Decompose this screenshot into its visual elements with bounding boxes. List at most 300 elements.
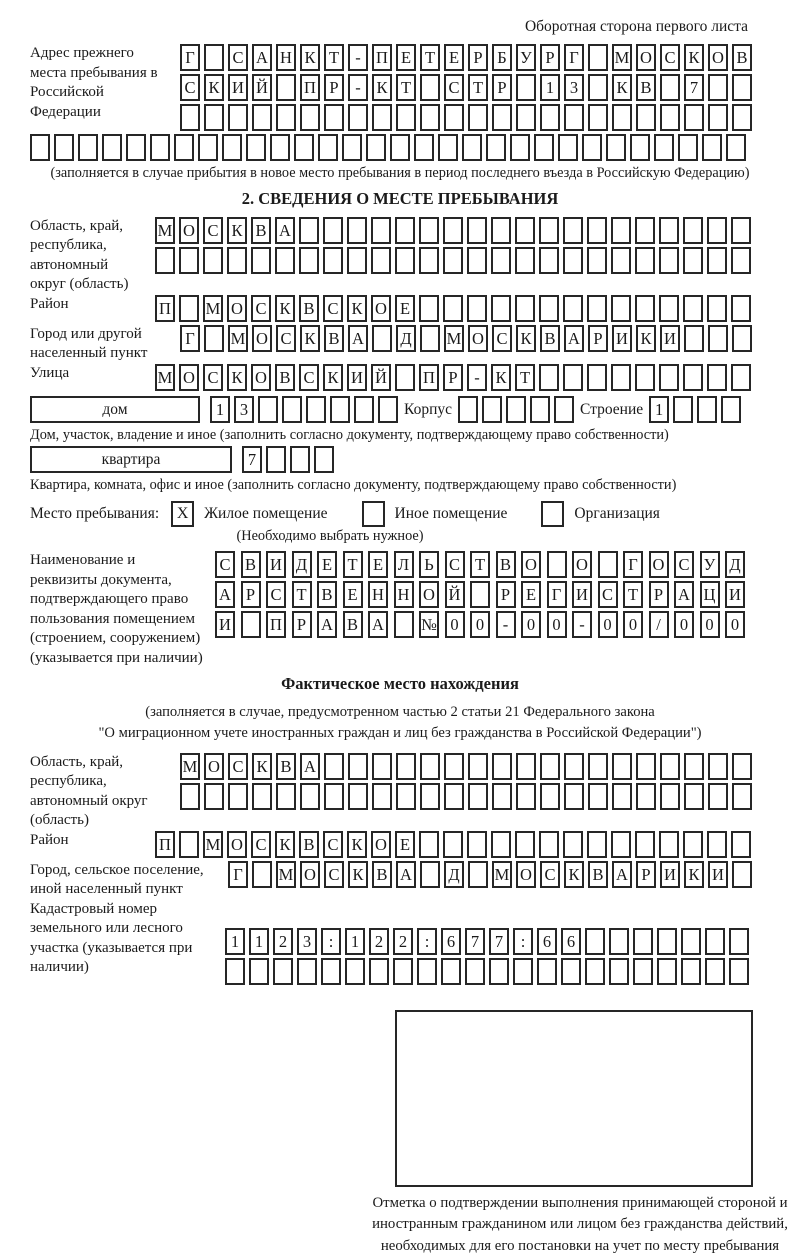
char-box[interactable]: Т (515, 364, 535, 391)
char-box[interactable]: И (572, 581, 592, 608)
char-box[interactable]: С (266, 581, 286, 608)
char-box[interactable] (588, 753, 608, 780)
char-box[interactable] (588, 44, 608, 71)
char-box[interactable]: Н (368, 581, 388, 608)
char-box[interactable] (249, 958, 269, 985)
char-box[interactable] (684, 753, 704, 780)
char-box[interactable]: И (612, 325, 632, 352)
char-box[interactable]: Е (343, 581, 363, 608)
char-box[interactable] (660, 104, 680, 131)
char-box[interactable]: М (228, 325, 248, 352)
char-box[interactable] (369, 958, 389, 985)
char-box[interactable]: И (228, 74, 248, 101)
char-box[interactable]: / (649, 611, 669, 638)
char-box[interactable]: С (492, 325, 512, 352)
char-box[interactable] (678, 134, 698, 161)
char-box[interactable] (366, 134, 386, 161)
char-box[interactable]: О (179, 364, 199, 391)
char-box[interactable] (707, 217, 727, 244)
char-box[interactable]: В (372, 861, 392, 888)
char-box[interactable]: О (204, 753, 224, 780)
char-box[interactable] (342, 134, 362, 161)
char-box[interactable] (587, 831, 607, 858)
char-box[interactable] (345, 958, 365, 985)
char-box[interactable]: 6 (441, 928, 461, 955)
char-box[interactable] (547, 551, 567, 578)
char-box[interactable] (330, 396, 350, 423)
char-box[interactable]: Р (492, 74, 512, 101)
char-box[interactable]: 1 (649, 396, 669, 423)
char-box[interactable]: В (343, 611, 363, 638)
stay-checkbox-residential[interactable]: X (171, 501, 194, 527)
char-box[interactable] (611, 364, 631, 391)
char-box[interactable] (258, 396, 278, 423)
char-box[interactable] (516, 104, 536, 131)
char-box[interactable] (539, 831, 559, 858)
char-box[interactable] (294, 134, 314, 161)
char-box[interactable]: К (347, 295, 367, 322)
char-box[interactable] (266, 446, 286, 473)
char-box[interactable]: Д (396, 325, 416, 352)
char-box[interactable] (318, 134, 338, 161)
char-box[interactable] (417, 958, 437, 985)
char-box[interactable] (510, 134, 530, 161)
char-box[interactable] (396, 783, 416, 810)
char-box[interactable] (707, 831, 727, 858)
char-box[interactable]: О (636, 44, 656, 71)
char-box[interactable] (683, 295, 703, 322)
char-box[interactable] (537, 958, 557, 985)
char-box[interactable]: - (467, 364, 487, 391)
char-box[interactable]: О (252, 325, 272, 352)
char-box[interactable] (659, 831, 679, 858)
char-box[interactable] (611, 217, 631, 244)
char-box[interactable] (438, 134, 458, 161)
char-box[interactable] (203, 247, 223, 274)
char-box[interactable] (561, 958, 581, 985)
char-box[interactable]: И (725, 581, 745, 608)
char-box[interactable] (635, 364, 655, 391)
char-box[interactable] (611, 247, 631, 274)
char-box[interactable] (270, 134, 290, 161)
char-box[interactable]: Д (292, 551, 312, 578)
char-box[interactable]: Т (396, 74, 416, 101)
char-box[interactable] (420, 783, 440, 810)
char-box[interactable] (251, 247, 271, 274)
char-box[interactable] (468, 753, 488, 780)
char-box[interactable]: С (299, 364, 319, 391)
char-box[interactable] (659, 247, 679, 274)
char-box[interactable] (204, 44, 224, 71)
char-box[interactable]: И (660, 861, 680, 888)
char-box[interactable] (491, 247, 511, 274)
char-box[interactable]: С (203, 364, 223, 391)
char-box[interactable] (482, 396, 502, 423)
char-box[interactable] (491, 295, 511, 322)
char-box[interactable]: 3 (234, 396, 254, 423)
char-box[interactable]: С (228, 753, 248, 780)
char-box[interactable]: О (419, 581, 439, 608)
char-box[interactable] (539, 295, 559, 322)
char-box[interactable]: К (204, 74, 224, 101)
char-box[interactable]: В (299, 831, 319, 858)
char-box[interactable] (468, 104, 488, 131)
char-box[interactable] (513, 958, 533, 985)
char-box[interactable] (684, 325, 704, 352)
char-box[interactable] (587, 247, 607, 274)
char-box[interactable]: Р (540, 44, 560, 71)
char-box[interactable]: С (228, 44, 248, 71)
char-box[interactable] (420, 753, 440, 780)
char-box[interactable]: В (275, 364, 295, 391)
char-box[interactable]: 1 (345, 928, 365, 955)
char-box[interactable] (563, 247, 583, 274)
char-box[interactable]: М (492, 861, 512, 888)
char-box[interactable]: Р (636, 861, 656, 888)
char-box[interactable] (30, 134, 50, 161)
char-box[interactable] (204, 783, 224, 810)
char-box[interactable] (515, 217, 535, 244)
char-box[interactable] (659, 364, 679, 391)
char-box[interactable] (306, 396, 326, 423)
char-box[interactable]: Р (241, 581, 261, 608)
char-box[interactable] (708, 783, 728, 810)
char-box[interactable] (731, 247, 751, 274)
char-box[interactable]: К (347, 831, 367, 858)
char-box[interactable]: Е (521, 581, 541, 608)
char-box[interactable] (198, 134, 218, 161)
char-box[interactable]: 0 (445, 611, 465, 638)
char-box[interactable]: Т (292, 581, 312, 608)
char-box[interactable]: О (708, 44, 728, 71)
char-box[interactable] (660, 74, 680, 101)
char-box[interactable] (227, 247, 247, 274)
char-box[interactable] (563, 831, 583, 858)
char-box[interactable]: Й (252, 74, 272, 101)
char-box[interactable] (673, 396, 693, 423)
char-box[interactable] (314, 446, 334, 473)
char-box[interactable] (492, 783, 512, 810)
char-box[interactable]: С (215, 551, 235, 578)
char-box[interactable] (468, 861, 488, 888)
char-box[interactable]: 1 (225, 928, 245, 955)
char-box[interactable]: С (323, 295, 343, 322)
char-box[interactable] (587, 364, 607, 391)
char-box[interactable] (609, 928, 629, 955)
char-box[interactable] (252, 783, 272, 810)
char-box[interactable]: О (468, 325, 488, 352)
char-box[interactable]: Н (394, 581, 414, 608)
char-box[interactable]: 0 (547, 611, 567, 638)
char-box[interactable] (587, 217, 607, 244)
char-box[interactable] (683, 247, 703, 274)
char-box[interactable]: Р (468, 44, 488, 71)
char-box[interactable]: 2 (369, 928, 389, 955)
char-box[interactable]: Ц (700, 581, 720, 608)
char-box[interactable]: С (180, 74, 200, 101)
char-box[interactable]: И (708, 861, 728, 888)
char-box[interactable] (588, 104, 608, 131)
char-box[interactable] (702, 134, 722, 161)
char-box[interactable] (588, 74, 608, 101)
char-box[interactable] (660, 783, 680, 810)
char-box[interactable]: 0 (470, 611, 490, 638)
char-box[interactable]: 0 (521, 611, 541, 638)
char-box[interactable]: О (572, 551, 592, 578)
char-box[interactable] (228, 783, 248, 810)
char-box[interactable] (697, 396, 717, 423)
char-box[interactable] (707, 247, 727, 274)
char-box[interactable]: А (348, 325, 368, 352)
char-box[interactable] (458, 396, 478, 423)
char-box[interactable]: 0 (674, 611, 694, 638)
char-box[interactable] (731, 831, 751, 858)
char-box[interactable] (598, 551, 618, 578)
char-box[interactable]: С (203, 217, 223, 244)
char-box[interactable] (611, 295, 631, 322)
char-box[interactable]: С (674, 551, 694, 578)
char-box[interactable]: - (348, 44, 368, 71)
char-box[interactable]: К (372, 74, 392, 101)
char-box[interactable]: Л (394, 551, 414, 578)
char-box[interactable]: В (324, 325, 344, 352)
char-box[interactable]: Ь (419, 551, 439, 578)
char-box[interactable] (347, 217, 367, 244)
char-box[interactable] (390, 134, 410, 161)
char-box[interactable] (489, 958, 509, 985)
char-box[interactable]: Т (343, 551, 363, 578)
char-box[interactable]: С (251, 295, 271, 322)
char-box[interactable]: Р (324, 74, 344, 101)
char-box[interactable]: И (660, 325, 680, 352)
char-box[interactable] (705, 928, 725, 955)
char-box[interactable]: О (251, 364, 271, 391)
char-box[interactable] (299, 247, 319, 274)
char-box[interactable]: М (155, 364, 175, 391)
char-box[interactable]: 0 (598, 611, 618, 638)
char-box[interactable]: К (564, 861, 584, 888)
char-box[interactable] (276, 783, 296, 810)
char-box[interactable] (467, 831, 487, 858)
char-box[interactable] (324, 783, 344, 810)
char-box[interactable] (731, 364, 751, 391)
char-box[interactable] (534, 134, 554, 161)
char-box[interactable] (282, 396, 302, 423)
char-box[interactable]: С (324, 861, 344, 888)
char-box[interactable]: О (227, 295, 247, 322)
char-box[interactable] (290, 446, 310, 473)
char-box[interactable] (564, 753, 584, 780)
char-box[interactable]: П (372, 44, 392, 71)
char-box[interactable]: У (700, 551, 720, 578)
char-box[interactable] (491, 217, 511, 244)
char-box[interactable] (515, 831, 535, 858)
char-box[interactable] (443, 295, 463, 322)
char-box[interactable] (585, 958, 605, 985)
char-box[interactable] (321, 958, 341, 985)
char-box[interactable] (393, 958, 413, 985)
char-box[interactable]: М (612, 44, 632, 71)
char-box[interactable] (348, 753, 368, 780)
char-box[interactable] (126, 134, 146, 161)
char-box[interactable] (515, 247, 535, 274)
char-box[interactable] (420, 74, 440, 101)
char-box[interactable] (540, 104, 560, 131)
char-box[interactable] (276, 104, 296, 131)
char-box[interactable] (372, 753, 392, 780)
char-box[interactable] (102, 134, 122, 161)
char-box[interactable] (636, 753, 656, 780)
char-box[interactable]: С (323, 831, 343, 858)
char-box[interactable]: 6 (537, 928, 557, 955)
char-box[interactable] (444, 783, 464, 810)
char-box[interactable] (276, 74, 296, 101)
char-box[interactable]: Н (276, 44, 296, 71)
char-box[interactable] (420, 325, 440, 352)
char-box[interactable] (708, 74, 728, 101)
char-box[interactable] (707, 364, 727, 391)
char-box[interactable]: 0 (725, 611, 745, 638)
char-box[interactable] (587, 295, 607, 322)
char-box[interactable] (371, 247, 391, 274)
char-box[interactable]: : (321, 928, 341, 955)
char-box[interactable]: Й (445, 581, 465, 608)
char-box[interactable]: К (252, 753, 272, 780)
char-box[interactable] (443, 831, 463, 858)
char-box[interactable] (492, 753, 512, 780)
char-box[interactable]: Т (420, 44, 440, 71)
char-box[interactable] (516, 753, 536, 780)
char-box[interactable] (588, 783, 608, 810)
char-box[interactable] (563, 295, 583, 322)
char-box[interactable] (155, 247, 175, 274)
char-box[interactable] (419, 247, 439, 274)
char-box[interactable] (371, 217, 391, 244)
char-box[interactable]: А (252, 44, 272, 71)
char-box[interactable]: В (299, 295, 319, 322)
char-box[interactable] (324, 104, 344, 131)
stay-checkbox-other[interactable] (362, 501, 385, 527)
char-box[interactable]: А (275, 217, 295, 244)
char-box[interactable] (705, 958, 725, 985)
char-box[interactable] (323, 217, 343, 244)
char-box[interactable] (635, 295, 655, 322)
char-box[interactable] (419, 831, 439, 858)
char-box[interactable]: Е (395, 831, 415, 858)
char-box[interactable] (729, 958, 749, 985)
char-box[interactable] (395, 247, 415, 274)
char-box[interactable]: К (636, 325, 656, 352)
char-box[interactable]: 7 (684, 74, 704, 101)
char-box[interactable] (420, 104, 440, 131)
char-box[interactable]: В (540, 325, 560, 352)
char-box[interactable] (204, 325, 224, 352)
char-box[interactable]: У (516, 44, 536, 71)
char-box[interactable] (78, 134, 98, 161)
char-box[interactable] (731, 295, 751, 322)
char-box[interactable]: М (155, 217, 175, 244)
char-box[interactable] (732, 104, 752, 131)
char-box[interactable] (540, 753, 560, 780)
char-box[interactable]: Р (292, 611, 312, 638)
char-box[interactable]: С (660, 44, 680, 71)
char-box[interactable]: В (732, 44, 752, 71)
char-box[interactable]: С (251, 831, 271, 858)
char-box[interactable]: А (317, 611, 337, 638)
char-box[interactable]: Й (371, 364, 391, 391)
char-box[interactable] (721, 396, 741, 423)
char-box[interactable] (372, 783, 392, 810)
char-box[interactable]: : (417, 928, 437, 955)
char-box[interactable]: К (684, 44, 704, 71)
char-box[interactable] (252, 861, 272, 888)
char-box[interactable] (684, 104, 704, 131)
char-box[interactable]: С (276, 325, 296, 352)
char-box[interactable]: М (180, 753, 200, 780)
char-box[interactable]: А (368, 611, 388, 638)
char-box[interactable]: О (300, 861, 320, 888)
char-box[interactable] (563, 217, 583, 244)
char-box[interactable] (467, 217, 487, 244)
char-box[interactable]: И (347, 364, 367, 391)
char-box[interactable] (252, 104, 272, 131)
char-box[interactable] (420, 861, 440, 888)
char-box[interactable] (465, 958, 485, 985)
char-box[interactable]: Г (180, 325, 200, 352)
char-box[interactable] (297, 958, 317, 985)
char-box[interactable]: 1 (210, 396, 230, 423)
char-box[interactable] (486, 134, 506, 161)
char-box[interactable] (516, 74, 536, 101)
char-box[interactable] (324, 753, 344, 780)
char-box[interactable] (372, 104, 392, 131)
char-box[interactable] (395, 364, 415, 391)
char-box[interactable] (299, 217, 319, 244)
char-box[interactable]: Е (444, 44, 464, 71)
char-box[interactable] (732, 753, 752, 780)
char-box[interactable]: - (496, 611, 516, 638)
char-box[interactable]: Е (395, 295, 415, 322)
char-box[interactable]: А (564, 325, 584, 352)
char-box[interactable] (467, 295, 487, 322)
char-box[interactable] (180, 104, 200, 131)
char-box[interactable]: П (300, 74, 320, 101)
char-box[interactable] (636, 104, 656, 131)
char-box[interactable]: П (155, 831, 175, 858)
char-box[interactable] (564, 783, 584, 810)
char-box[interactable] (635, 831, 655, 858)
char-box[interactable] (515, 295, 535, 322)
char-box[interactable]: - (348, 74, 368, 101)
char-box[interactable]: А (215, 581, 235, 608)
char-box[interactable]: Е (317, 551, 337, 578)
char-box[interactable]: О (371, 831, 391, 858)
char-box[interactable] (609, 958, 629, 985)
char-box[interactable] (414, 134, 434, 161)
char-box[interactable] (732, 861, 752, 888)
char-box[interactable] (273, 958, 293, 985)
char-box[interactable]: К (491, 364, 511, 391)
char-box[interactable] (225, 958, 245, 985)
char-box[interactable] (558, 134, 578, 161)
char-box[interactable]: 0 (700, 611, 720, 638)
char-box[interactable] (395, 217, 415, 244)
char-box[interactable]: Г (564, 44, 584, 71)
char-box[interactable] (444, 753, 464, 780)
char-box[interactable] (180, 783, 200, 810)
char-box[interactable]: Г (228, 861, 248, 888)
char-box[interactable] (470, 581, 490, 608)
